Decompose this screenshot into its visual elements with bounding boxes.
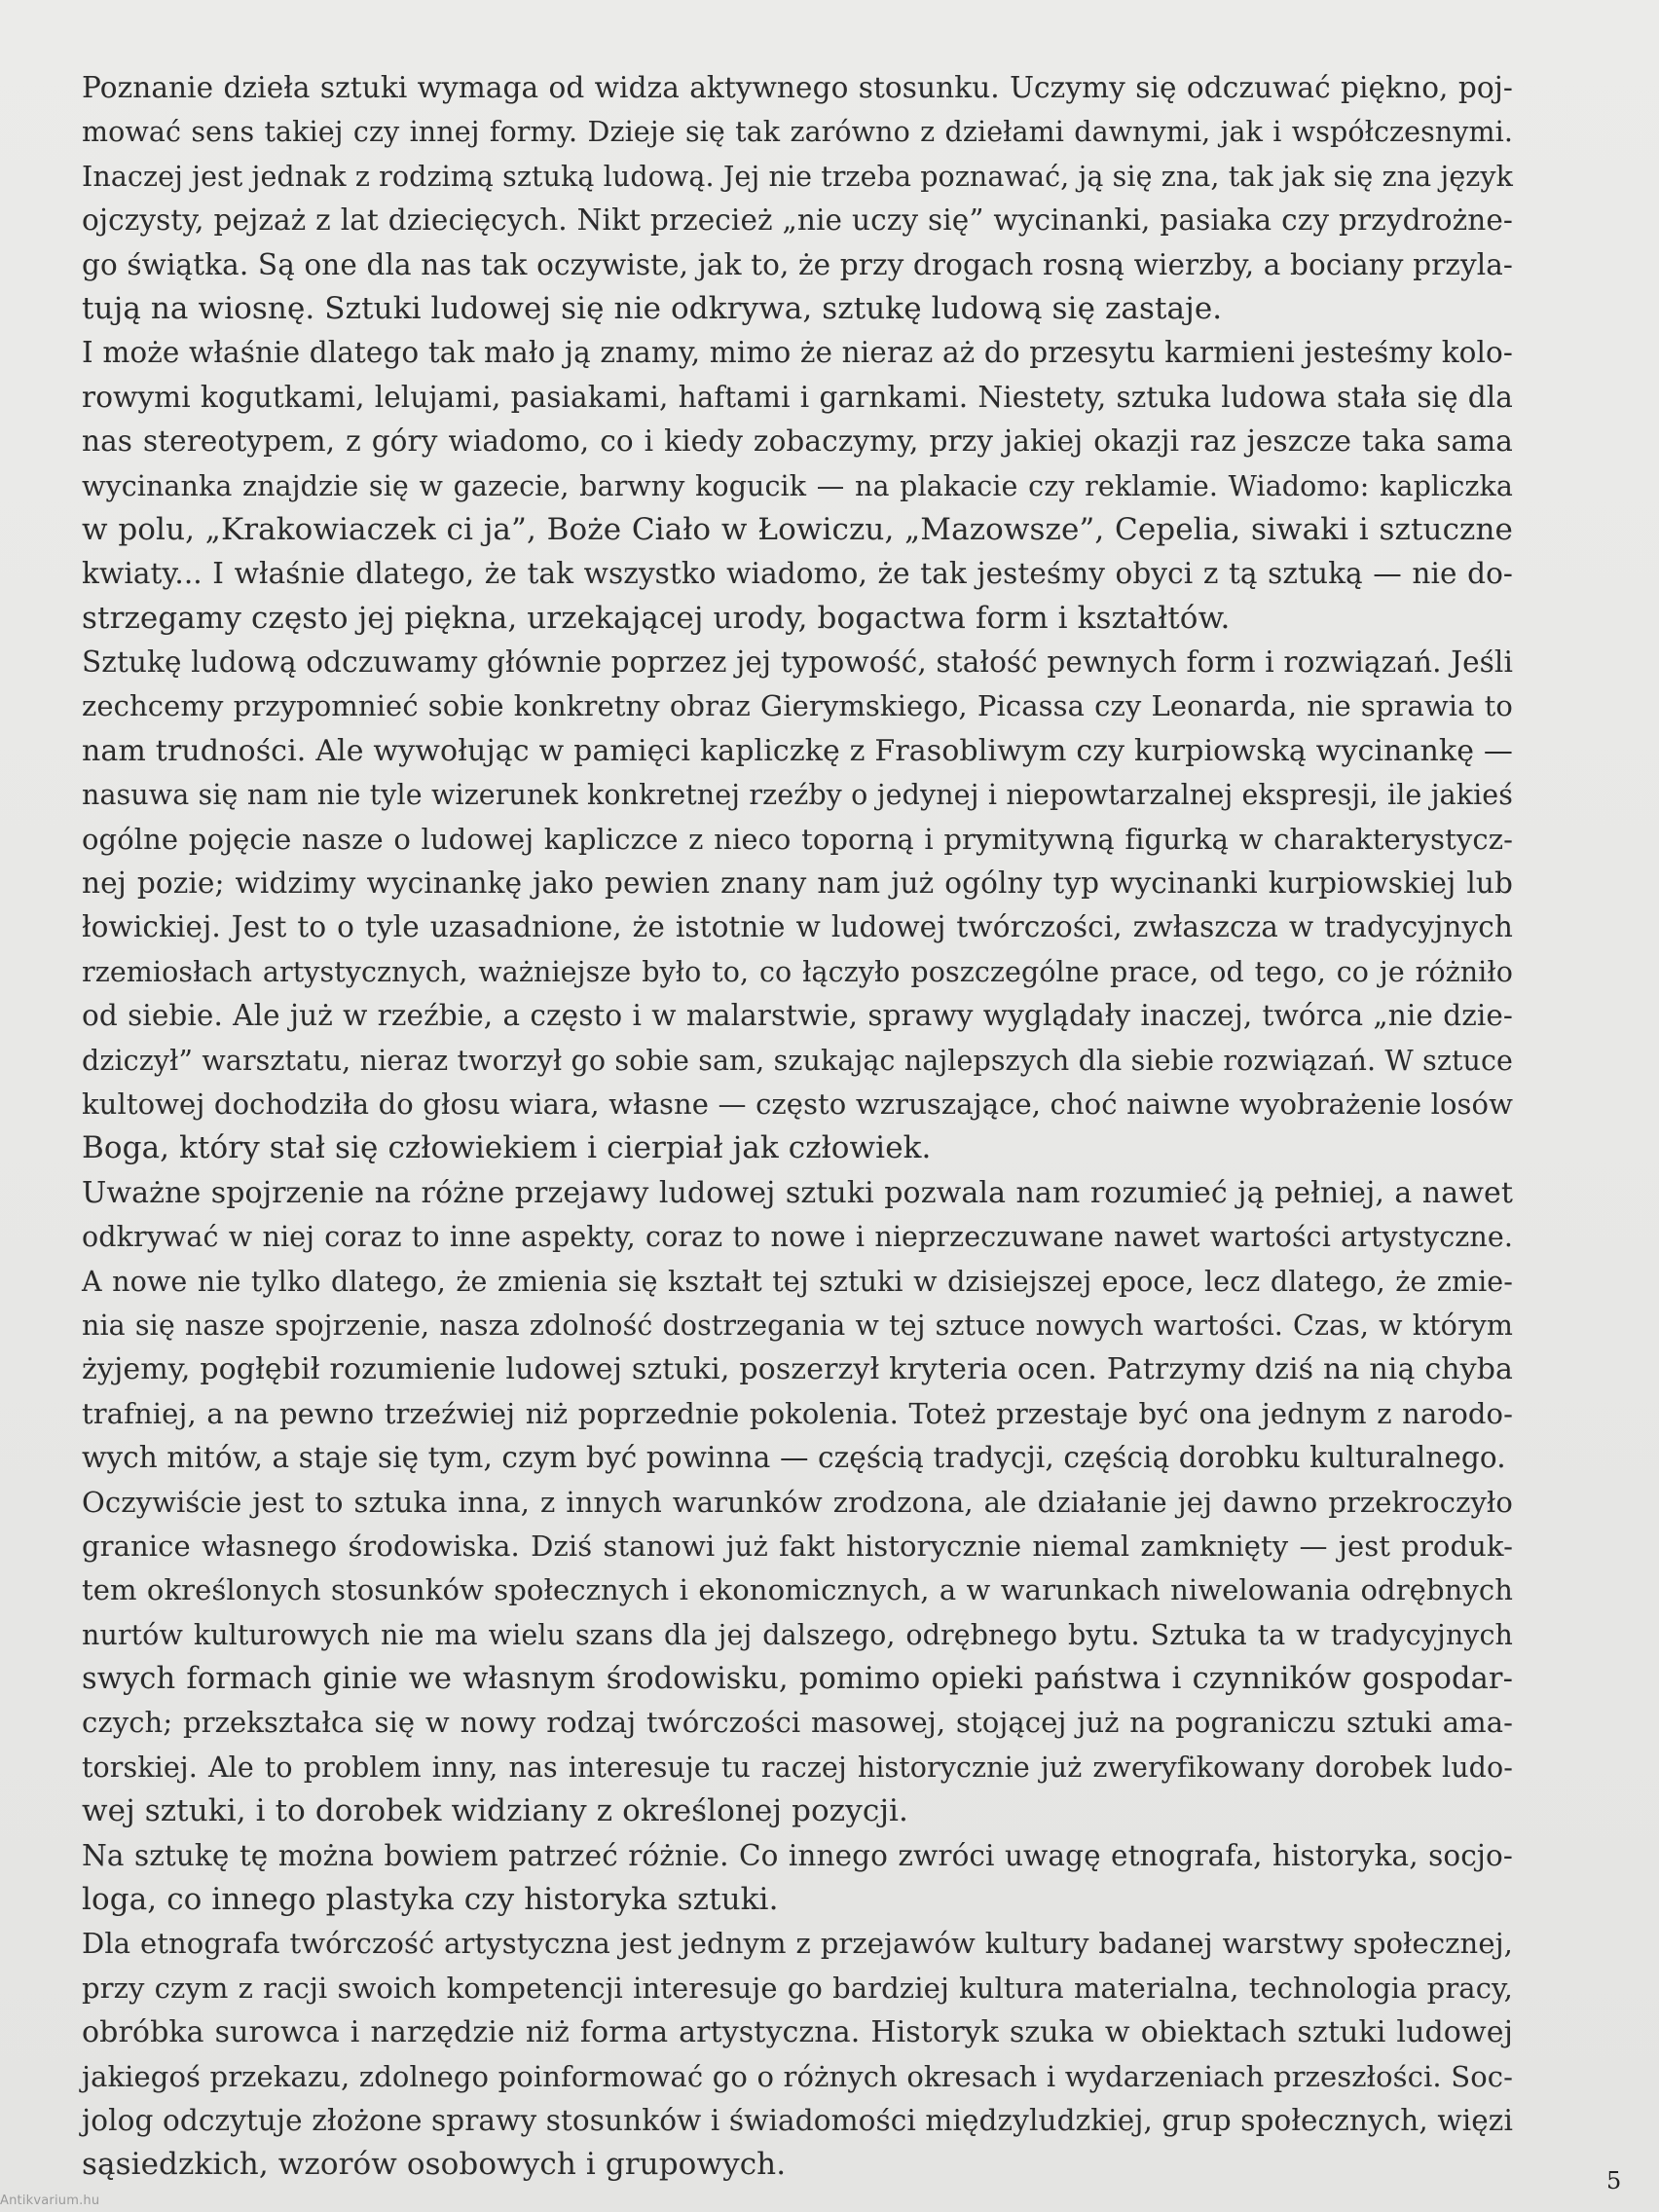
text-line: nej pozie; widzimy wycinankę jako pewien znany nam już ogólny typ wycinanki kurpiowskiej lub bbox=[82, 866, 1513, 901]
text-line: loga, co innego plastyka czy historyka sztuki. bbox=[82, 1882, 779, 1918]
text-line: swych formach ginie we własnym środowisku, pomimo opieki państwa i czynników gospodar- bbox=[82, 1662, 1513, 1697]
text-line: I może właśnie dlatego tak mało ją znamy, mimo że nieraz aż do przesytu karmieni jesteśmy kolo- bbox=[82, 336, 1513, 370]
text-line: go świątka. Są one dla nas tak oczywiste, jak to, że przy drogach rosną wierzby, a bociany przyla- bbox=[82, 247, 1513, 281]
text-line: Oczywiście jest to sztuka inna, z innych warunków zrodzona, ale działanie jej dawno przekroczyło bbox=[82, 1485, 1513, 1519]
text-line: Poznanie dzieła sztuki wymaga od widza aktywnego stosunku. Uczymy się odczuwać piękno, poj- bbox=[82, 71, 1513, 104]
body-text bbox=[82, 66, 1513, 2188]
text-line: dziczył” warsztatu, nieraz tworzył go sobie sam, szukając najlepszych dla siebie rozwiązań. W sztuce bbox=[82, 1044, 1513, 1077]
text-line: rzemiosłach artystycznych, ważniejsze było to, co łączyło poszczególne prace, od tego, co je różniło bbox=[82, 955, 1513, 988]
text-line: nas stereotypem, z góry wiadomo, co i kiedy zobaczymy, przy jakiej okazji raz jeszcze taka sama bbox=[82, 424, 1513, 459]
text-line: Boga, który stał się człowiekiem i cierpiał jak człowiek. bbox=[82, 1130, 932, 1166]
text-line: wych mitów, a staje się tym, czym być powinna — częścią tradycji, częścią dorobku kulturalnego. bbox=[82, 1441, 1506, 1475]
text-line: rowymi kogutkami, lelujami, pasiakami, haftami i garnkami. Niestety, sztuka ludowa stała się dla bbox=[82, 380, 1513, 414]
text-line: trafniej, a na pewno trzeźwiej niż poprzednie pokolenia. Toteż przestaje być ona jednym z narodo- bbox=[82, 1396, 1513, 1430]
text-line: sąsiedzkich, wzorów osobowych i grupowych. bbox=[82, 2147, 787, 2183]
text-line: tują na wiosnę. Sztuki ludowej się nie odkrywa, sztukę ludową się zastaje. bbox=[82, 290, 1223, 326]
text-line: wycinanka znajdzie się w gazecie, barwny kogucik — na plakacie czy reklamie. Wiadomo: kapliczka bbox=[82, 469, 1513, 502]
text-line: jolog odczytuje złożone sprawy stosunków i świadomości międzyludzkiej, grup społecznych, więzi bbox=[82, 2103, 1513, 2137]
text-line: granice własnego środowiska. Dziś stanowi już fakt historycznie niemal zamknięty — jest produk- bbox=[82, 1529, 1513, 1563]
text-line: od siebie. Ale już w rzeźbie, a często i w malarstwie, sprawy wyglądały inaczej, twórca „nie dzie- bbox=[82, 999, 1513, 1033]
text-line: Uważne spojrzenie na różne przejawy ludowej sztuki pozwala nam rozumieć ją pełniej, a nawet bbox=[82, 1175, 1513, 1210]
text-line: nia się nasze spojrzenie, nasza zdolność dostrzegania w tej sztuce nowych wartości. Czas, w którym bbox=[82, 1309, 1513, 1342]
text-line: wej sztuki, i to dorobek widziany z określonej pozycji. bbox=[82, 1793, 908, 1829]
text-line: kultowej dochodziła do głosu wiara, własne — często wzruszające, choć naiwne wyobrażenie losów bbox=[82, 1087, 1513, 1121]
watermark: Antikvarium.hu bbox=[0, 2194, 100, 2208]
text-line: Na sztukę tę można bowiem patrzeć różnie. Co innego zwróci uwagę etnografa, historyka, socjo- bbox=[82, 1838, 1513, 1872]
text-line: nurtów kulturowych nie ma wielu szans dla jej dalszego, odrębnego bytu. Sztuka ta w tradycyjnych bbox=[82, 1618, 1513, 1651]
text-line: ogólne pojęcie nasze o ludowej kapliczce z nieco toporną i prymitywną figurką w charakterystycz- bbox=[82, 822, 1513, 856]
page-number: 5 bbox=[1606, 2167, 1622, 2194]
text-line: Inaczej jest jednak z rodzimą sztuką ludową. Jej nie trzeba poznawać, ją się zna, tak jak się zna język bbox=[82, 160, 1513, 193]
text-line: nasuwa się nam nie tyle wizerunek konkretnej rzeźby o jedynej i niepowtarzalnej ekspresji, ile jakieś bbox=[82, 779, 1513, 812]
text-line: ojczysty, pejzaż z lat dziecięcych. Nikt przecież „nie uczy się” wycinanki, pasiaka czy przydrożne- bbox=[82, 203, 1513, 238]
text-line: tem określonych stosunków społecznych i ekonomicznych, a w warunkach niwelowania odrębnych bbox=[82, 1573, 1513, 1607]
text-line: odkrywać w niej coraz to inne aspekty, coraz to nowe i nieprzeczuwane nawet wartości artystyczne. bbox=[82, 1221, 1513, 1254]
text-line: mować sens takiej czy innej formy. Dzieje się tak zarówno z dziełami dawnymi, jak i współczesnymi. bbox=[82, 116, 1513, 149]
text-line: w polu, „Krakowiaczek ci ja”, Boże Ciało w Łowiczu, „Mazowsze”, Cepelia, siwaki i sztuczne bbox=[82, 511, 1513, 547]
text-line: kwiaty... I właśnie dlatego, że tak wszystko wiadomo, że tak jesteśmy obyci z tą sztuką — nie do- bbox=[82, 557, 1513, 591]
text-line: Sztukę ludową odczuwamy głównie poprzez jej typowość, stałość pewnych form i rozwiązań. Jeśli bbox=[82, 645, 1513, 680]
text-line: przy czym z racji swoich kompetencji interesuje go bardziej kultura materialna, technologia pracy, bbox=[82, 1971, 1513, 2005]
text-line: torskiej. Ale to problem inny, nas interesuje tu raczej historycznie już zweryfikowany dorobek ludo- bbox=[82, 1751, 1513, 1784]
text-line: strzegamy często jej piękna, urzekającej urody, bogactwa form i kształtów. bbox=[82, 600, 1231, 636]
text-line: żyjemy, pogłębił rozumienie ludowej sztuki, poszerzył kryteria ocen. Patrzymy dziś na nią chyba bbox=[82, 1352, 1513, 1387]
text-line: zechcemy przypomnieć sobie konkretny obraz Gierymskiego, Picassa czy Leonarda, nie sprawia to bbox=[82, 689, 1513, 723]
text-line: obróbka surowca i narzędzie niż forma artystyczna. Historyk szuka w obiektach sztuki ludowej bbox=[82, 2015, 1513, 2050]
text-line: łowickiej. Jest to o tyle uzasadnione, że istotnie w ludowej twórczości, zwłaszcza w tradycyjnych bbox=[82, 910, 1513, 944]
text-line: A nowe nie tylko dlatego, że zmienia się kształt tej sztuki w dzisiejszej epoce, lecz dlatego, że zmie- bbox=[82, 1265, 1513, 1298]
text-line: jakiegoś przekazu, zdolnego poinformować go o różnych okresach i wydarzeniach przeszłości. Soc- bbox=[82, 2059, 1513, 2093]
text-line: nam trudności. Ale wywołując w pamięci kapliczkę z Frasobliwym czy kurpiowską wycinankę — bbox=[82, 733, 1513, 768]
text-line: czych; przekształca się w nowy rodzaj twórczości masowej, stojącej już na pograniczu sztuki ama- bbox=[82, 1706, 1513, 1740]
text-line: Dla etnografa twórczość artystyczna jest jednym z przejawów kultury badanej warstwy społecznej, bbox=[82, 1927, 1513, 1961]
